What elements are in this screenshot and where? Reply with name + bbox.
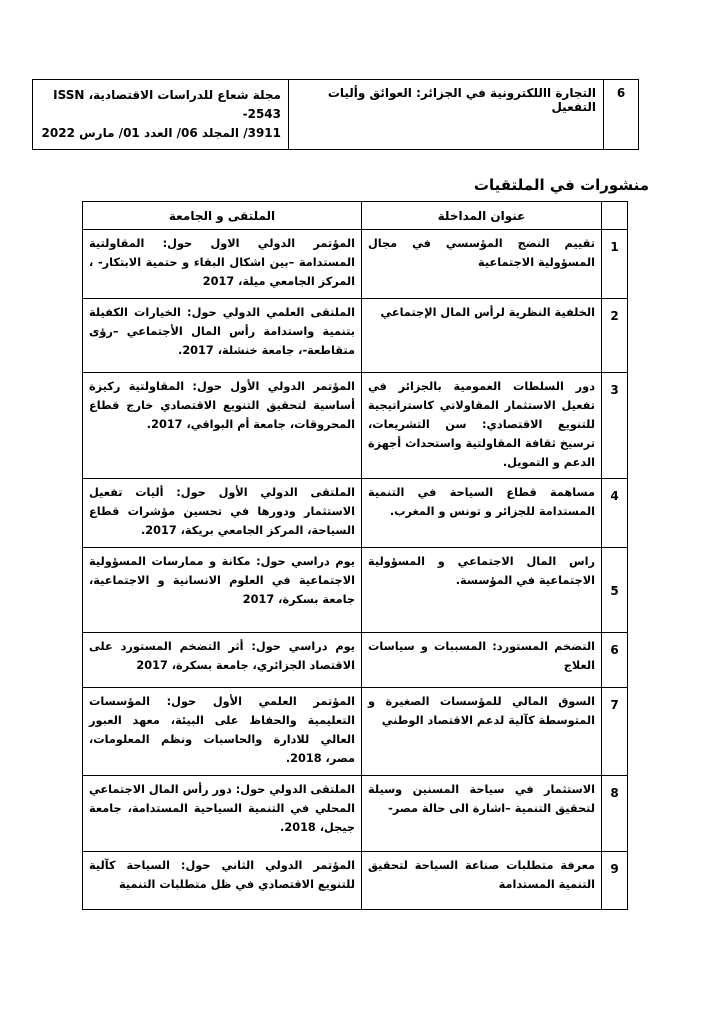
row-title: راس المال الاجتماعي و المسؤولية الاجتماعية في المؤسسة. xyxy=(362,548,602,633)
table-row xyxy=(83,299,628,373)
journal-info xyxy=(33,80,289,150)
page-number: 6 xyxy=(604,80,639,150)
row-title: مساهمة قطاع السياحة في التنمية المستدامة للجزائر و تونس و المغرب. xyxy=(362,479,602,548)
row-number: 9 xyxy=(602,852,628,910)
row-conference: الملتقى الدولي الأول حول: أليات تفعيل الاستثمار ودورها في تحسين مؤشرات قطاع السياحة، المركز الجامعي بريكة، 2017. xyxy=(83,479,362,548)
header-number-cell xyxy=(602,202,628,230)
row-number: 3 xyxy=(602,373,628,479)
row-number: 1 xyxy=(602,230,628,299)
header-title-cell: عنوان المداخلة xyxy=(362,202,602,230)
row-number: 6 xyxy=(602,633,628,688)
page-header xyxy=(32,79,639,150)
publications-table xyxy=(82,201,628,910)
row-conference: الملتقى العلمي الدولي حول: الخيارات الكفيلة بتنمية واستدامة رأس المال الأجتماعي –رؤى متقاطعة-، جامعة خنشلة، 2017. xyxy=(83,299,362,373)
row-conference: يوم دراسي حول: أثر التضخم المستورد على الاقتصاد الجزائري، جامعة بسكرة، 2017 xyxy=(83,633,362,688)
table-header-row xyxy=(83,202,628,230)
row-number: 8 xyxy=(602,776,628,852)
table-row xyxy=(83,373,628,479)
journal-line-1: مجلة شعاع للدراسات الاقتصادية، ISSN 2543- xyxy=(53,88,281,121)
row-conference: يوم دراسي حول: مكانة و ممارسات المسؤولية الاجتماعية في العلوم الانسانية و الاجتماعية، جامعة بسكرة، 2017 xyxy=(83,548,362,633)
section-title: منشورات في الملتقيات xyxy=(473,176,649,194)
table-row xyxy=(83,688,628,776)
row-title: الخلفية النظرية لرأس المال الإجتماعي xyxy=(362,299,602,373)
row-conference: المؤتمر الدولي الثاني حول: السياحة كآلية للتنويع الاقتصادي في ظل متطلبات التنمية xyxy=(83,852,362,910)
table-row xyxy=(83,776,628,852)
row-title: التضخم المستورد: المسببات و سياسات العلاج xyxy=(362,633,602,688)
row-number: 2 xyxy=(602,299,628,373)
row-title: تقييم النضج المؤسسي في مجال المسؤولية الاجتماعية xyxy=(362,230,602,299)
table-row xyxy=(83,548,628,633)
table-row xyxy=(83,852,628,910)
row-number: 7 xyxy=(602,688,628,776)
journal-line-2: 3911/ المجلد 06/ العدد 01/ مارس 2022 xyxy=(41,126,281,140)
row-conference: المؤتمر الدولي الاول حول: المقاولتية المستدامة –بين اشكال البقاء و حتمية الابتكار- ، المركز الجامعي ميلة، 2017 xyxy=(83,230,362,299)
row-conference: المؤتمر العلمي الأول حول: المؤسسات التعليمية والحفاظ على البيئة، معهد العبور العالي للادارة والحاسبات ونظم المعلومات، مصر، 2018. xyxy=(83,688,362,776)
row-number: 5 xyxy=(602,548,628,633)
header-conference-cell: الملتقى و الجامعة xyxy=(83,202,362,230)
table-row xyxy=(83,230,628,299)
row-title: معرفة متطلبات صناعة السياحة لتحقيق التنمية المستدامة xyxy=(362,852,602,910)
row-number: 4 xyxy=(602,479,628,548)
article-title: التجارة االلكترونية في الجزائر: العوائق وأليات التفعيل xyxy=(289,80,604,150)
row-title: السوق المالي للمؤسسات الصغيرة و المتوسطة كآلية لدعم الاقتصاد الوطني xyxy=(362,688,602,776)
row-title: دور السلطات العمومية بالجزائر في تفعيل الاستثمار المقاولاتي كاستراتيجية للتنويع الاقتصادي: سن التشريعات، ترسيخ ثقافة المقاولتية واستحداث أجهزة الدعم و التمويل. xyxy=(362,373,602,479)
row-conference: المؤتمر الدولي الأول حول: المقاولتية ركيزة أساسية لتحقيق التنويع الاقتصادي خارج قطاع المحروقات، جامعة أم البواقي، 2017. xyxy=(83,373,362,479)
table-row xyxy=(83,633,628,688)
row-conference: الملتقى الدولي حول: دور رأس المال الاجتماعي المحلي في التنمية السياحية المستدامة، جامعة جيجل، 2018. xyxy=(83,776,362,852)
table-row xyxy=(83,479,628,548)
row-title: الاستثمار في سياحة المسنين وسيلة لتحقيق التنمية –اشارة الى حالة مصر- xyxy=(362,776,602,852)
